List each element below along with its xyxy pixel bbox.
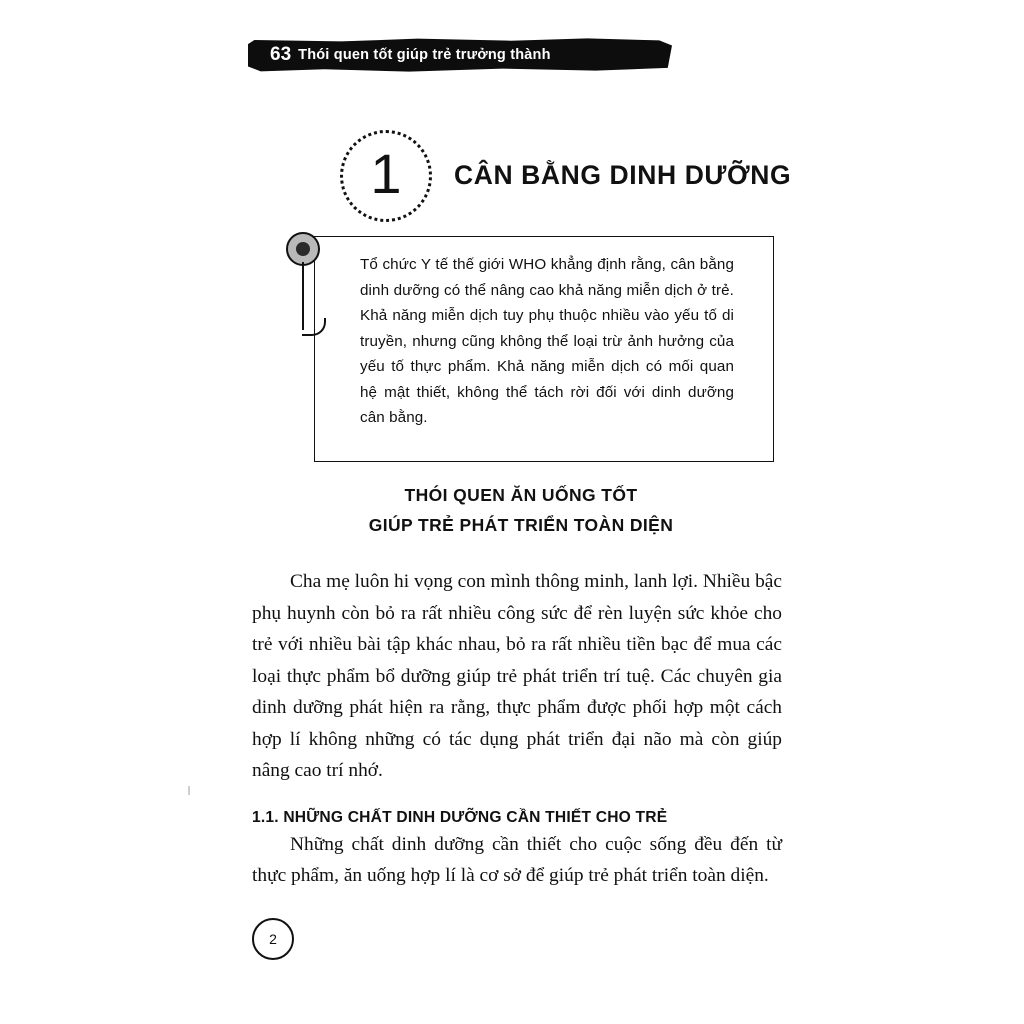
scroll-tail-icon	[302, 262, 328, 334]
quote-callout	[286, 232, 776, 464]
quote-text: Tổ chức Y tế thế giới WHO khẳng định rằng, cân bằng dinh dưỡng có thể nâng cao khả năng miễn dịch ở trẻ. Khả năng miễn dịch tuy phụ thuộc nhiều vào yếu tố di truyền, nhưng cũng không thể loại trừ ảnh hưởng của yếu tố thực phẩm. Khả năng miễn dịch có mối quan hệ mật thiết, không thể tách rời đối với dinh dưỡng cân bằng.	[360, 256, 734, 426]
body-paragraph: Cha mẹ luôn hi vọng con mình thông minh, lanh lợi. Nhiều bậc phụ huynh còn bỏ ra rất nhiều công sức để rèn luyện sức khỏe cho trẻ với nhiều bài tập khác nhau, bỏ ra rất nhiều tiền bạc để mua các loại thực phẩm bổ dưỡng giúp trẻ phát triển trí tuệ. Các chuyên gia dinh dưỡng phát hiện ra rằng, thực phẩm được phối hợp một cách hợp lí không những có tác dụng phát triển đại não mà còn giúp nâng cao trí nhớ.	[252, 571, 782, 781]
body-column	[252, 566, 782, 902]
chapter-number: 1	[370, 142, 402, 205]
subsection-paragraph: Những chất dinh dưỡng cần thiết cho cuộc sống đều đến từ thực phẩm, ăn uống hợp lí là cơ sở để giúp trẻ phát triển toàn diện.	[252, 833, 782, 886]
scan-artifact	[188, 786, 190, 795]
running-header-banner	[248, 38, 672, 72]
running-header-number: 63	[270, 44, 292, 65]
chapter-title: CÂN BẰNG DINH DƯỠNG	[454, 160, 792, 190]
chapter-number-circle	[340, 130, 432, 222]
scroll-tail-curl	[302, 318, 326, 336]
section-heading	[256, 480, 786, 540]
scroll-roll-inner	[296, 242, 310, 256]
chapter-heading	[340, 130, 940, 222]
page-number: 2	[252, 918, 294, 960]
scroll-roll-icon	[286, 232, 332, 266]
section-heading-line-1: THÓI QUEN ĂN UỐNG TỐT	[404, 485, 638, 505]
subsection-heading: 1.1. NHỮNG CHẤT DINH DƯỠNG CẦN THIẾT CHO TRẺ	[252, 808, 668, 826]
running-header-text	[248, 38, 672, 72]
section-heading-line-2: GIÚP TRẺ PHÁT TRIỂN TOÀN DIỆN	[368, 515, 674, 535]
running-header-label: Thói quen tốt giúp trẻ trưởng thành	[298, 47, 551, 63]
